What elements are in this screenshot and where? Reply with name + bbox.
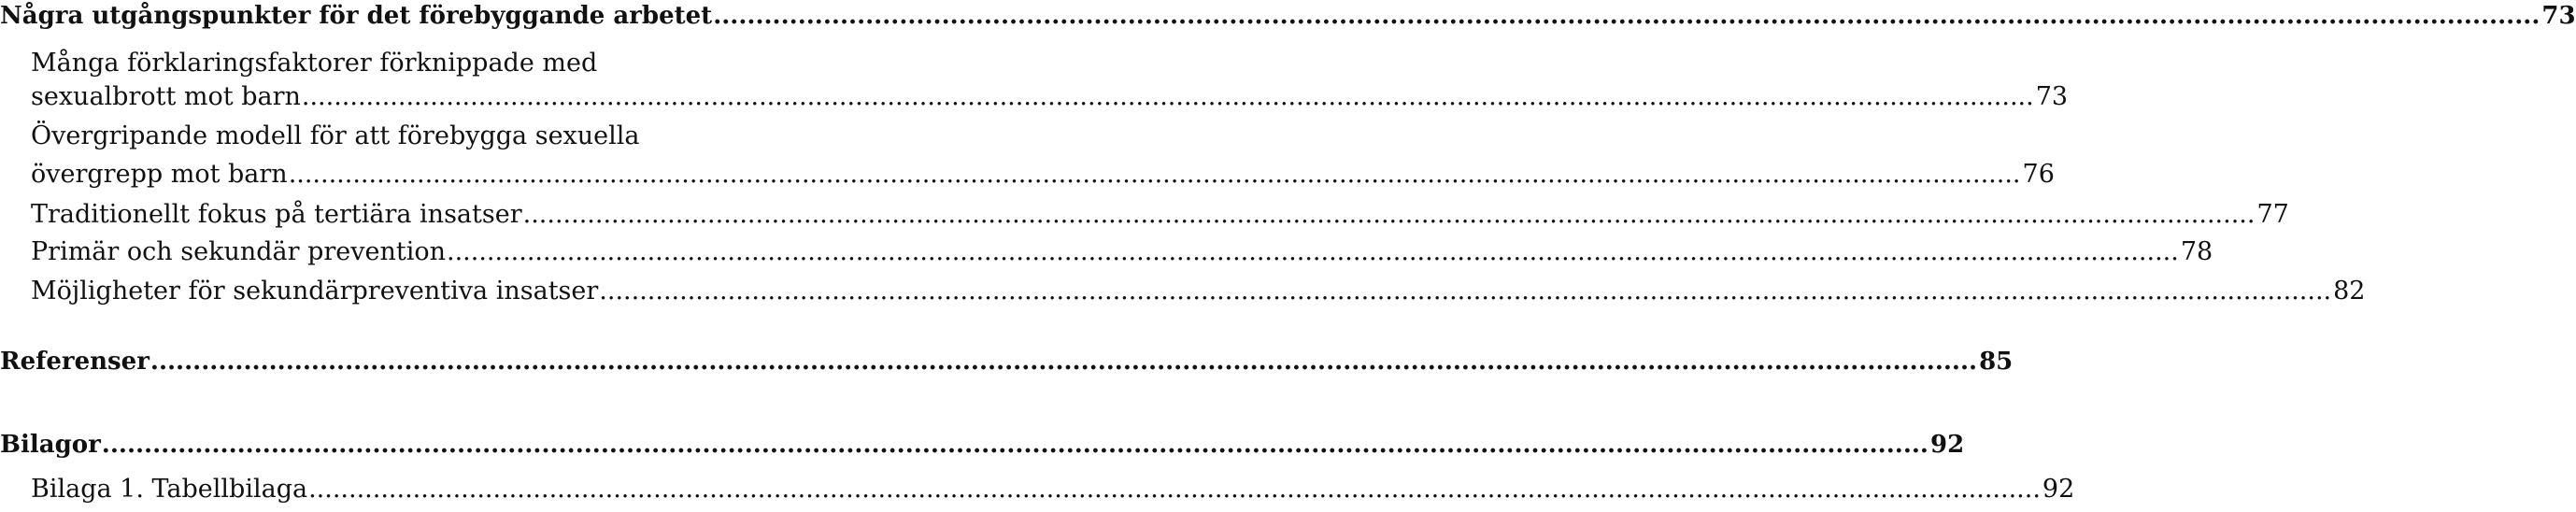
toc-entry-title: Övergripande modell för att förebygga sexuella [31,121,640,150]
toc-dot-leader [447,234,2179,271]
toc-entry-page: 85 [1979,348,2014,376]
toc-entry[interactable] [0,156,2055,193]
toc-entry[interactable] [0,78,2069,116]
toc-entry[interactable] [0,426,1965,463]
toc-entry-title: sexualbrott mot barn [31,82,301,111]
toc-entry-title: Traditionellt fokus på tertiära insatser [31,200,522,229]
toc-entry-title: övergrepp mot barn [31,160,288,189]
toc-entry[interactable] [0,196,2289,234]
toc-dot-leader [302,78,2034,116]
toc-entry[interactable] [0,343,2014,380]
toc-entry[interactable] [0,0,2576,35]
toc-dot-leader [523,196,2256,234]
toc-entry[interactable] [0,118,922,155]
toc-entry-title: Primär och sekundär prevention [31,237,447,266]
toc-entry[interactable] [0,45,922,82]
toc-entry-title: Bilaga 1. Tabellbilaga [31,475,308,504]
toc-entry[interactable] [0,234,2213,271]
toc-entry-page: 92 [2042,475,2075,504]
toc-entry-page: 73 [2035,82,2069,111]
toc-dot-leader [289,156,2021,193]
toc-entry-title: Bilagor [0,431,101,459]
toc-dot-leader [308,471,2041,508]
toc-dot-leader [713,0,2540,35]
toc-entry-title: Många förklaringsfaktorer förknippade med [31,49,598,78]
toc-dot-leader [599,273,2331,310]
toc-entry-page: 73 [2541,2,2576,30]
toc-entry[interactable] [0,471,2075,508]
toc-entry-page: 82 [2333,277,2366,306]
toc-entry[interactable] [0,273,2366,310]
toc-entry-title: Möjligheter för sekundärpreventiva insatser [31,277,599,306]
toc-entry-page: 76 [2022,160,2055,189]
toc-dot-leader [150,343,1977,380]
toc-entry-page: 77 [2256,200,2289,229]
toc-entry-title: Referenser [0,348,149,376]
toc-entry-title: Några utgångspunkter för det förebyggande arbetet [0,2,713,30]
toc-entry-page: 92 [1929,431,1965,459]
toc-entry-page: 78 [2180,237,2213,266]
toc-dot-leader [102,426,1928,463]
